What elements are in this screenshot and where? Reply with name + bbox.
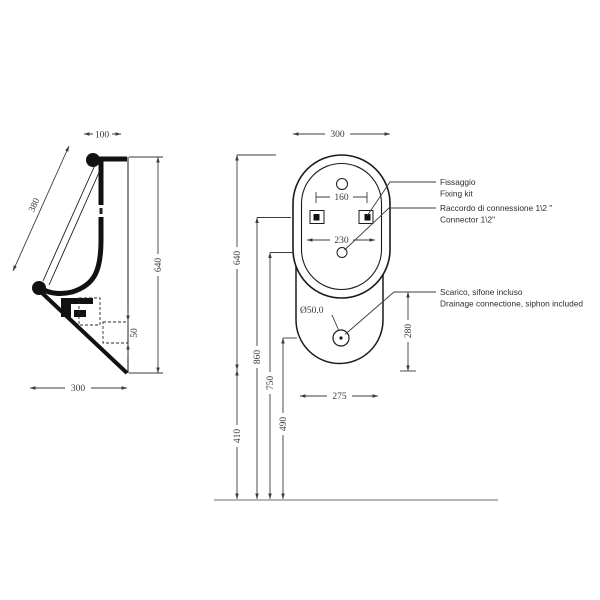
dim-body-height (400, 292, 416, 371)
dim-height-fixing-label: 860 (253, 349, 263, 365)
flush-hole (337, 179, 348, 190)
dim-side-pipe (128, 311, 140, 354)
dim-height-total-label: 640 (233, 250, 243, 266)
dim-inner-width-label: 230 (334, 236, 349, 246)
dim-height-fixing (253, 218, 292, 500)
front-outer-rim (293, 155, 390, 298)
dim-height-clearance-label: 410 (233, 428, 243, 444)
dim-height-drain (279, 338, 298, 499)
annotations (440, 177, 583, 309)
dim-side-top-depth-label: 100 (94, 130, 110, 141)
side-bowl-profile (44, 161, 101, 293)
side-opening-line-2 (49, 168, 101, 285)
dim-body-width-label: 275 (332, 392, 347, 402)
fixing-point-left (310, 211, 324, 224)
annotation-fixing-en: Fixing kit (440, 188, 473, 199)
dim-height-drain-label: 490 (279, 416, 289, 432)
dim-side-height-label: 640 (154, 257, 164, 273)
side-shroud-edge (41, 292, 127, 373)
side-top-rim (86, 153, 100, 167)
dim-body-width (300, 392, 378, 403)
side-drain-pipe-hidden (103, 322, 128, 343)
dim-front-width-label: 300 (330, 130, 345, 140)
dim-fixing-spacing-label: 160 (334, 193, 349, 203)
annotation-drain-it: Scarico, sifone incluso (440, 287, 523, 297)
dim-height-total-clearance (233, 155, 277, 499)
dim-side-bottom-depth (30, 384, 127, 395)
dim-side-height (129, 157, 164, 373)
side-bracket-foot (74, 310, 86, 317)
dim-body-height-label: 280 (404, 323, 414, 339)
dim-side-bottom-depth-label: 300 (70, 384, 86, 394)
dim-height-connector-label: 750 (266, 375, 276, 391)
dim-side-opening (13, 146, 69, 271)
dim-height-connector (266, 253, 294, 500)
side-fixing-mark (100, 208, 103, 214)
side-view (13, 130, 164, 395)
dim-front-width (293, 130, 390, 141)
dim-side-top-depth (84, 130, 121, 141)
annotation-drain-en: Drainage connectione, siphon included (440, 298, 583, 309)
fixing-point-right (359, 211, 373, 224)
dim-side-pipe-label: 50 (130, 328, 140, 338)
annotation-fixing-it: Fissaggio (440, 177, 476, 187)
dim-side-opening-label: 380 (27, 196, 43, 214)
dim-drain-diameter-label: Ø50.0 (300, 306, 324, 316)
side-bracket-leg (61, 298, 71, 317)
annotation-connector-en: Connector 1\2" (440, 214, 496, 225)
drain-center (339, 336, 342, 339)
side-opening-line-1 (43, 165, 95, 281)
annotation-connector-it: Raccordo di connessione 1\2 " (440, 203, 553, 213)
